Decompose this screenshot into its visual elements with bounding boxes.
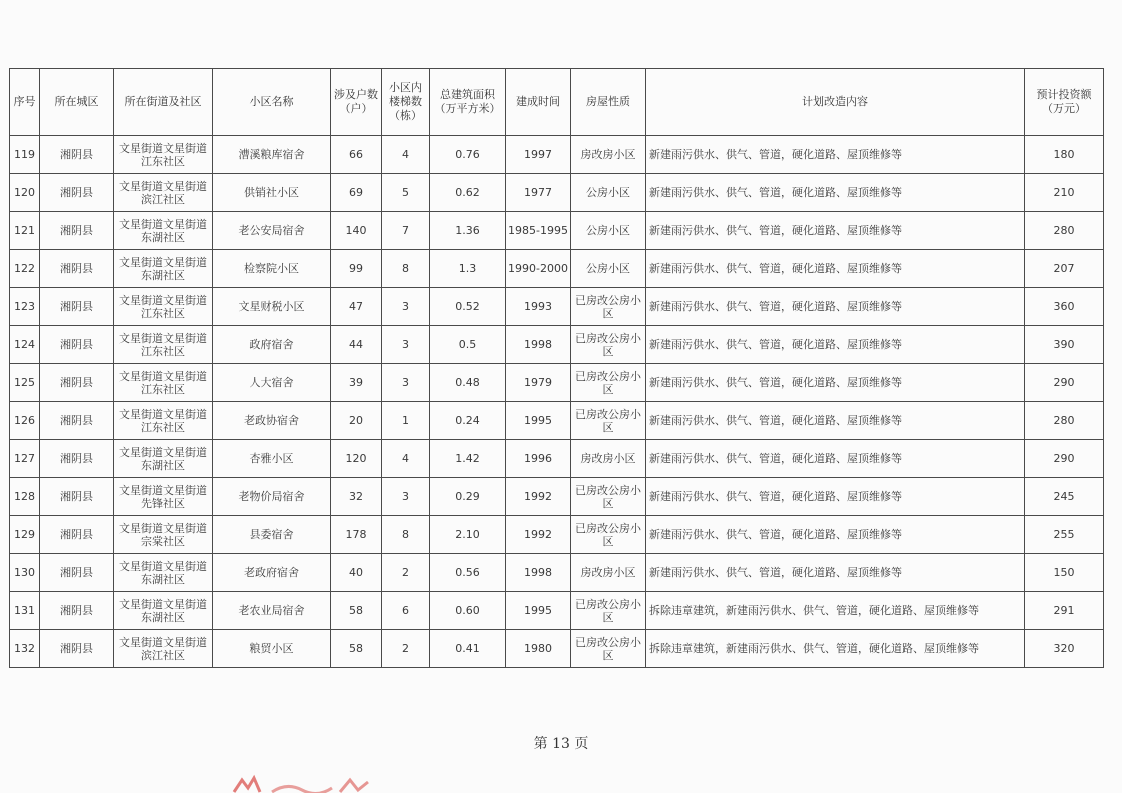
- cell-nature: 公房小区: [571, 250, 646, 288]
- cell-investment: 390: [1025, 326, 1104, 364]
- table-row: [10, 440, 1104, 478]
- cell-year: 1995: [506, 592, 571, 630]
- cell-county: 湘阴县: [40, 250, 114, 288]
- cell-households: 32: [331, 478, 382, 516]
- cell-buildings: 8: [382, 516, 430, 554]
- cell-households: 47: [331, 288, 382, 326]
- cell-street: 文星街道文星街道东湖社区: [114, 250, 213, 288]
- cell-name: 供销社小区: [213, 174, 331, 212]
- cell-year: 1996: [506, 440, 571, 478]
- cell-buildings: 1: [382, 402, 430, 440]
- cell-nature: 已房改公房小区: [571, 592, 646, 630]
- cell-households: 120: [331, 440, 382, 478]
- header-plan: 计划改造内容: [646, 69, 1025, 136]
- cell-area: 0.52: [430, 288, 506, 326]
- cell-buildings: 2: [382, 630, 430, 668]
- cell-no: 130: [10, 554, 40, 592]
- cell-no: 131: [10, 592, 40, 630]
- cell-nature: 公房小区: [571, 174, 646, 212]
- cell-nature: 已房改公房小区: [571, 288, 646, 326]
- cell-buildings: 3: [382, 326, 430, 364]
- cell-street: 文星街道文星街道宗棠社区: [114, 516, 213, 554]
- header-investment: 预计投资额（万元）: [1025, 69, 1104, 136]
- cell-area: 0.41: [430, 630, 506, 668]
- table-row: [10, 478, 1104, 516]
- cell-no: 126: [10, 402, 40, 440]
- cell-nature: 已房改公房小区: [571, 630, 646, 668]
- cell-households: 66: [331, 136, 382, 174]
- cell-street: 文星街道文星街道江东社区: [114, 326, 213, 364]
- cell-households: 40: [331, 554, 382, 592]
- cell-name: 人大宿舍: [213, 364, 331, 402]
- table-row: [10, 554, 1104, 592]
- cell-nature: 公房小区: [571, 212, 646, 250]
- header-county: 所在城区: [40, 69, 114, 136]
- cell-area: 0.5: [430, 326, 506, 364]
- cell-street: 文星街道文星街道滨江社区: [114, 630, 213, 668]
- cell-investment: 291: [1025, 592, 1104, 630]
- cell-area: 0.56: [430, 554, 506, 592]
- cell-plan: 新建雨污供水、供气、管道，硬化道路、屋顶维修等: [646, 212, 1025, 250]
- cell-investment: 280: [1025, 212, 1104, 250]
- cell-plan: 拆除违章建筑，新建雨污供水、供气、管道，硬化道路、屋顶维修等: [646, 630, 1025, 668]
- cell-name: 文星财税小区: [213, 288, 331, 326]
- cell-no: 119: [10, 136, 40, 174]
- cell-street: 文星街道文星街道江东社区: [114, 288, 213, 326]
- header-name: 小区名称: [213, 69, 331, 136]
- cell-buildings: 6: [382, 592, 430, 630]
- cell-investment: 180: [1025, 136, 1104, 174]
- cell-plan: 新建雨污供水、供气、管道，硬化道路、屋顶维修等: [646, 326, 1025, 364]
- cell-name: 漕溪粮库宿舍: [213, 136, 331, 174]
- cell-investment: 280: [1025, 402, 1104, 440]
- cell-street: 文星街道文星街道江东社区: [114, 402, 213, 440]
- cell-no: 122: [10, 250, 40, 288]
- cell-no: 123: [10, 288, 40, 326]
- cell-year: 1979: [506, 364, 571, 402]
- header-nature: 房屋性质: [571, 69, 646, 136]
- cell-year: 1997: [506, 136, 571, 174]
- cell-county: 湘阴县: [40, 516, 114, 554]
- cell-county: 湘阴县: [40, 136, 114, 174]
- renovation-table: [9, 68, 1104, 668]
- header-buildings: 小区内楼梯数（栋）: [382, 69, 430, 136]
- cell-buildings: 2: [382, 554, 430, 592]
- cell-investment: 290: [1025, 440, 1104, 478]
- cell-investment: 320: [1025, 630, 1104, 668]
- cell-buildings: 4: [382, 440, 430, 478]
- cell-year: 1993: [506, 288, 571, 326]
- header-no: 序号: [10, 69, 40, 136]
- cell-plan: 新建雨污供水、供气、管道，硬化道路、屋顶维修等: [646, 174, 1025, 212]
- cell-plan: 新建雨污供水、供气、管道，硬化道路、屋顶维修等: [646, 136, 1025, 174]
- cell-year: 1992: [506, 478, 571, 516]
- cell-name: 老政府宿舍: [213, 554, 331, 592]
- cell-plan: 新建雨污供水、供气、管道，硬化道路、屋顶维修等: [646, 440, 1025, 478]
- table-row: [10, 288, 1104, 326]
- page-number: 第 13 页: [533, 736, 589, 752]
- table-row: [10, 592, 1104, 630]
- cell-year: 1998: [506, 554, 571, 592]
- cell-nature: 已房改公房小区: [571, 478, 646, 516]
- cell-investment: 210: [1025, 174, 1104, 212]
- cell-investment: 150: [1025, 554, 1104, 592]
- cell-street: 文星街道文星街道东湖社区: [114, 592, 213, 630]
- header-households: 涉及户数（户）: [331, 69, 382, 136]
- table-row: [10, 326, 1104, 364]
- cell-year: 1977: [506, 174, 571, 212]
- cell-area: 1.42: [430, 440, 506, 478]
- cell-households: 69: [331, 174, 382, 212]
- cell-area: 0.48: [430, 364, 506, 402]
- cell-plan: 新建雨污供水、供气、管道，硬化道路、屋顶维修等: [646, 402, 1025, 440]
- cell-name: 粮贸小区: [213, 630, 331, 668]
- cell-name: 政府宿舍: [213, 326, 331, 364]
- cell-county: 湘阴县: [40, 554, 114, 592]
- cell-street: 文星街道文星街道东湖社区: [114, 440, 213, 478]
- cell-area: 0.24: [430, 402, 506, 440]
- cell-buildings: 3: [382, 478, 430, 516]
- cell-plan: 新建雨污供水、供气、管道，硬化道路、屋顶维修等: [646, 288, 1025, 326]
- cell-nature: 房改房小区: [571, 554, 646, 592]
- table-row: [10, 364, 1104, 402]
- cell-investment: 207: [1025, 250, 1104, 288]
- cell-year: 1995: [506, 402, 571, 440]
- cell-no: 132: [10, 630, 40, 668]
- table-body: [10, 136, 1104, 668]
- cell-area: 0.62: [430, 174, 506, 212]
- cell-street: 文星街道文星街道东湖社区: [114, 554, 213, 592]
- cell-county: 湘阴县: [40, 440, 114, 478]
- cell-investment: 245: [1025, 478, 1104, 516]
- cell-plan: 新建雨污供水、供气、管道，硬化道路、屋顶维修等: [646, 516, 1025, 554]
- cell-name: 老物价局宿舍: [213, 478, 331, 516]
- cell-name: 老政协宿舍: [213, 402, 331, 440]
- cell-investment: 360: [1025, 288, 1104, 326]
- cell-households: 178: [331, 516, 382, 554]
- table-row: [10, 402, 1104, 440]
- cell-name: 老农业局宿舍: [213, 592, 331, 630]
- cell-county: 湘阴县: [40, 364, 114, 402]
- cell-no: 124: [10, 326, 40, 364]
- cell-nature: 房改房小区: [571, 136, 646, 174]
- cell-year: 1990-2000: [506, 250, 571, 288]
- cell-no: 125: [10, 364, 40, 402]
- cell-no: 129: [10, 516, 40, 554]
- table-row: [10, 250, 1104, 288]
- cell-name: 县委宿舍: [213, 516, 331, 554]
- cell-area: 2.10: [430, 516, 506, 554]
- table-header-row: [10, 69, 1104, 136]
- header-area: 总建筑面积（万平方米）: [430, 69, 506, 136]
- table-row: [10, 212, 1104, 250]
- cell-plan: 新建雨污供水、供气、管道，硬化道路、屋顶维修等: [646, 478, 1025, 516]
- cell-year: 1992: [506, 516, 571, 554]
- cell-area: 1.3: [430, 250, 506, 288]
- cell-plan: 新建雨污供水、供气、管道，硬化道路、屋顶维修等: [646, 554, 1025, 592]
- header-year: 建成时间: [506, 69, 571, 136]
- cell-name: 杏雅小区: [213, 440, 331, 478]
- cell-buildings: 4: [382, 136, 430, 174]
- cell-buildings: 3: [382, 364, 430, 402]
- cell-area: 0.60: [430, 592, 506, 630]
- cell-buildings: 5: [382, 174, 430, 212]
- cell-households: 99: [331, 250, 382, 288]
- cell-county: 湘阴县: [40, 478, 114, 516]
- cell-county: 湘阴县: [40, 592, 114, 630]
- cell-investment: 255: [1025, 516, 1104, 554]
- cell-year: 1985-1995: [506, 212, 571, 250]
- cell-street: 文星街道文星街道先锋社区: [114, 478, 213, 516]
- cell-county: 湘阴县: [40, 212, 114, 250]
- cell-area: 1.36: [430, 212, 506, 250]
- cell-street: 文星街道文星街道东湖社区: [114, 212, 213, 250]
- cell-nature: 已房改公房小区: [571, 364, 646, 402]
- cell-year: 1980: [506, 630, 571, 668]
- cell-households: 39: [331, 364, 382, 402]
- cell-plan: 拆除违章建筑，新建雨污供水、供气、管道，硬化道路、屋顶维修等: [646, 592, 1025, 630]
- cell-buildings: 7: [382, 212, 430, 250]
- cell-no: 127: [10, 440, 40, 478]
- cell-name: 检察院小区: [213, 250, 331, 288]
- cell-no: 121: [10, 212, 40, 250]
- cell-county: 湘阴县: [40, 630, 114, 668]
- cell-nature: 已房改公房小区: [571, 326, 646, 364]
- cell-no: 128: [10, 478, 40, 516]
- table-row: [10, 174, 1104, 212]
- cell-buildings: 8: [382, 250, 430, 288]
- table-row: [10, 136, 1104, 174]
- cell-plan: 新建雨污供水、供气、管道，硬化道路、屋顶维修等: [646, 364, 1025, 402]
- cell-area: 0.29: [430, 478, 506, 516]
- table-row: [10, 630, 1104, 668]
- cell-investment: 290: [1025, 364, 1104, 402]
- table-row: [10, 516, 1104, 554]
- cell-county: 湘阴县: [40, 402, 114, 440]
- cell-households: 58: [331, 630, 382, 668]
- cell-households: 140: [331, 212, 382, 250]
- cell-households: 20: [331, 402, 382, 440]
- cell-nature: 已房改公房小区: [571, 402, 646, 440]
- cell-households: 58: [331, 592, 382, 630]
- cell-area: 0.76: [430, 136, 506, 174]
- cell-households: 44: [331, 326, 382, 364]
- header-street: 所在街道及社区: [114, 69, 213, 136]
- cell-street: 文星街道文星街道江东社区: [114, 364, 213, 402]
- cell-plan: 新建雨污供水、供气、管道，硬化道路、屋顶维修等: [646, 250, 1025, 288]
- cell-year: 1998: [506, 326, 571, 364]
- red-stamp-fragment: [232, 774, 372, 793]
- cell-nature: 房改房小区: [571, 440, 646, 478]
- cell-no: 120: [10, 174, 40, 212]
- cell-nature: 已房改公房小区: [571, 516, 646, 554]
- cell-street: 文星街道文星街道江东社区: [114, 136, 213, 174]
- cell-buildings: 3: [382, 288, 430, 326]
- cell-county: 湘阴县: [40, 288, 114, 326]
- cell-county: 湘阴县: [40, 326, 114, 364]
- cell-name: 老公安局宿舍: [213, 212, 331, 250]
- cell-county: 湘阴县: [40, 174, 114, 212]
- cell-street: 文星街道文星街道滨江社区: [114, 174, 213, 212]
